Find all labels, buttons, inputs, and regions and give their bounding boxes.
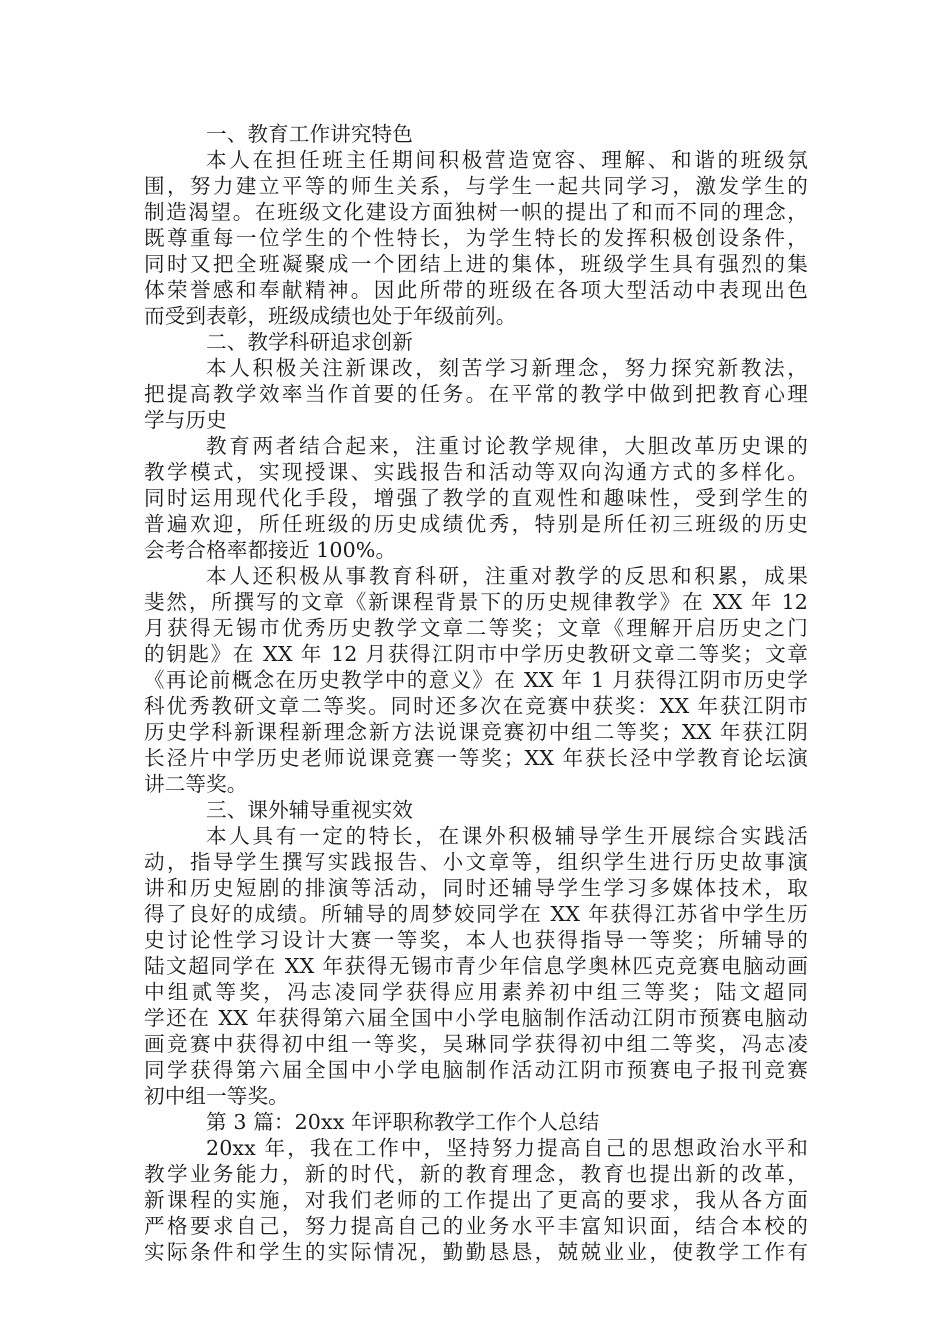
text-line: 本人具有一定的特长，在课外积极辅导学生开展综合实践活 xyxy=(206,824,808,848)
text-line: 既尊重每一位学生的个性特长，为学生特长的发挥积极创设条件， xyxy=(144,226,808,250)
text-line: 普遍欢迎，所任班级的历史成绩优秀，特别是所任初三班级的历史 xyxy=(144,512,808,536)
text-line: 把提高教学效率当作首要的任务。在平常的教学中做到把教育心理 xyxy=(144,382,808,406)
text-line: 一、教育工作讲究特色 xyxy=(206,122,413,146)
text-line: 学与历史 xyxy=(144,408,227,432)
text-line: 讲和历史短剧的排演等活动，同时还辅导学生学习多媒体技术，取 xyxy=(144,876,808,900)
text-line: 斐然，所撰写的文章《新课程背景下的历史规律教学》在 XX 年 12 xyxy=(144,590,808,614)
text-line: 教学模式，实现授课、实践报告和活动等双向沟通方式的多样化。 xyxy=(144,460,808,484)
text-line: 动，指导学生撰写实践报告、小文章等，组织学生进行历史故事演 xyxy=(144,850,808,874)
text-line: 初中组一等奖。 xyxy=(144,1084,289,1108)
text-line: 教育两者结合起来，注重讨论教学规律，大胆改革历史课的 xyxy=(206,434,808,458)
text-line: 中组贰等奖，冯志凌同学获得应用素养初中组三等奖；陆文超同 xyxy=(144,980,808,1004)
text-line: 陆文超同学在 XX 年获得无锡市青少年信息学奥林匹克竞赛电脑动画 xyxy=(144,954,808,978)
text-line: 得了良好的成绩。所辅导的周梦姣同学在 XX 年获得江苏省中学生历 xyxy=(144,902,808,926)
text-line: 严格要求自己，努力提高自己的业务水平丰富知识面，结合本校的 xyxy=(144,1214,808,1238)
text-line: 同时运用现代化手段，增强了教学的直观性和趣味性，受到学生的 xyxy=(144,486,808,510)
text-line: 20xx 年，我在工作中，坚持努力提高自己的思想政治水平和 xyxy=(206,1136,808,1160)
text-line: 画竞赛中获得初中组一等奖，吴琳同学获得初中组二等奖，冯志凌 xyxy=(144,1032,808,1056)
text-line: 制造渴望。在班级文化建设方面独树一帜的提出了和而不同的理念， xyxy=(144,200,808,224)
text-line: 二、教学科研追求创新 xyxy=(206,330,413,354)
text-line: 教学业务能力，新的时代，新的教育理念，教育也提出新的改革， xyxy=(144,1162,808,1186)
text-line: 会考合格率都接近 100%。 xyxy=(144,538,397,562)
text-line: 历史学科新课程新理念新方法说课竞赛初中组二等奖；XX 年获江阴 xyxy=(144,720,808,744)
text-line: 三、课外辅导重视实效 xyxy=(206,798,413,822)
text-line: 《再论前概念在历史教学中的意义》在 XX 年 1 月获得江阴市历史学 xyxy=(144,668,808,692)
text-line: 讲二等奖。 xyxy=(144,772,248,796)
text-line: 而受到表彰，班级成绩也处于年级前列。 xyxy=(144,304,517,328)
text-line: 围，努力建立平等的师生关系，与学生一起共同学习，激发学生的 xyxy=(144,174,808,198)
text-line: 本人还积极从事教育科研，注重对教学的反思和积累，成果 xyxy=(206,564,808,588)
text-line: 长泾片中学历史老师说课竞赛一等奖；XX 年获长泾中学教育论坛演 xyxy=(144,746,808,770)
text-line: 新课程的实施，对我们老师的工作提出了更高的要求，我从各方面 xyxy=(144,1188,808,1212)
text-line: 月获得无锡市优秀历史教学文章二等奖；文章《理解开启历史之门 xyxy=(144,616,808,640)
text-line: 第 3 篇：20xx 年评职称教学工作个人总结 xyxy=(206,1110,600,1134)
text-line: 史讨论性学习设计大赛一等奖，本人也获得指导一等奖；所辅导的 xyxy=(144,928,808,952)
text-line: 实际条件和学生的实际情况，勤勤恳恳，兢兢业业，使教学工作有 xyxy=(144,1240,808,1264)
text-line: 学还在 XX 年获得第六届全国中小学电脑制作活动江阴市预赛电脑动 xyxy=(144,1006,808,1030)
document-body xyxy=(144,121,808,1265)
text-line: 的钥匙》在 XX 年 12 月获得江阴市中学历史教研文章二等奖；文章 xyxy=(144,642,808,666)
text-line: 同时又把全班凝聚成一个团结上进的集体，班级学生具有强烈的集 xyxy=(144,252,808,276)
text-line: 本人积极关注新课改，刻苦学习新理念，努力探究新教法， xyxy=(206,356,808,380)
text-line: 体荣誉感和奉献精神。因此所带的班级在各项大型活动中表现出色 xyxy=(144,278,808,302)
text-line: 本人在担任班主任期间积极营造宽容、理解、和谐的班级氛 xyxy=(206,148,808,172)
text-line: 同学获得第六届全国中小学电脑制作活动江阴市预赛电子报刊竞赛 xyxy=(144,1058,808,1082)
text-line: 科优秀教研文章二等奖。同时还多次在竞赛中获奖：XX 年获江阴市 xyxy=(144,694,808,718)
